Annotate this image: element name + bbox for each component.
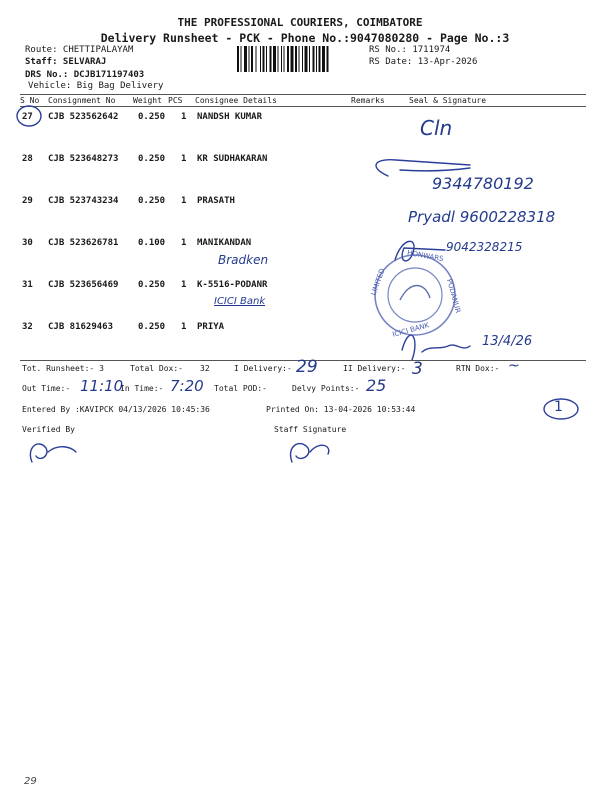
handwritten-sign: Pryadl 9600228318 — [408, 208, 556, 226]
vehicle: Vehicle: Big Bag Delivery — [28, 81, 164, 91]
row-consignee: NANDSH KUMAR — [197, 112, 263, 122]
row-pcs: 1 — [181, 112, 187, 122]
col-remarks: Remarks — [351, 96, 385, 105]
in-time-value: 7:20 — [170, 377, 204, 395]
row-weight: 0.100 — [138, 238, 166, 248]
route: Route: CHETTIPALAYAM — [25, 45, 134, 55]
page-corner-number: 29 — [24, 776, 37, 787]
row-consignment: CJB 523648273 — [48, 154, 119, 164]
drs-number: DRS No.: DCJB171197403 — [25, 70, 145, 80]
row-pcs: 1 — [181, 154, 187, 164]
i-delivery-value: 29 — [296, 357, 318, 377]
staff-signature-label: Staff Signature — [274, 425, 347, 434]
i-delivery-label: I Delivery:- — [234, 364, 292, 373]
company-name: THE PROFESSIONAL COURIERS, COIMBATORE — [177, 16, 423, 29]
row-consignment: CJB 523626781 — [48, 238, 119, 248]
handwritten-date: 13/4/26 — [482, 334, 533, 349]
delvy-points-value: 25 — [366, 376, 387, 395]
entered-by: Entered By :KAVIPCK 04/13/2026 10:45:36 — [22, 405, 210, 414]
total-dox-label: Total Dox:- — [130, 364, 183, 373]
col-seal: Seal & Signature — [409, 96, 487, 105]
col-weight: Weight — [133, 96, 162, 105]
out-time-value: 11:10 — [80, 377, 124, 395]
handwritten-note: ICICI Bank — [214, 296, 266, 307]
page-mark: 1 — [554, 399, 563, 415]
row-consignee: MANIKANDAN — [197, 238, 252, 248]
row-consignee: KR SUDHAKARAN — [197, 154, 268, 164]
row-consignee: K-5516-PODANR — [197, 280, 268, 290]
staff: Staff: SELVARAJ — [25, 57, 107, 67]
company-stamp — [375, 255, 455, 335]
row-pcs: 1 — [181, 238, 187, 248]
row-sno: 28 — [22, 154, 33, 164]
stamp-text-left: LIMITED — [369, 267, 387, 297]
out-time-label: Out Time:- — [22, 384, 71, 393]
row-pcs: 1 — [181, 280, 187, 290]
rs-date: RS Date: 13-Apr-2026 — [369, 57, 478, 67]
runsheet-title: Delivery Runsheet - PCK - Phone No.:9047080280 - Page No.:3 — [100, 31, 510, 45]
row-pcs: 1 — [181, 196, 187, 206]
stamp-text-bottom: ICICI BANK — [391, 321, 431, 339]
total-dox-value: 32 — [200, 364, 210, 373]
row-sno: 29 — [22, 196, 33, 206]
ii-delivery-label: II Delivery:- — [343, 364, 406, 373]
handwritten-note: Bradken — [218, 253, 269, 267]
row-weight: 0.250 — [138, 322, 166, 332]
col-consignee: Consignee Details — [195, 96, 277, 105]
total-pod-label: Total POD:- — [214, 384, 267, 393]
delvy-points-label: Delvy Points:- — [292, 384, 360, 393]
verified-by: Verified By — [22, 425, 75, 434]
stamp-text-right: PODANUR — [445, 278, 462, 314]
handwritten-phone: 9344780192 — [432, 174, 534, 193]
row-consignee: PRIYA — [197, 322, 225, 332]
row-consignment: CJB 81629463 — [48, 322, 114, 332]
row-sno: 32 — [22, 322, 33, 332]
tot-runsheet: Tot. Runsheet:- 3 — [22, 364, 104, 373]
verified-signature — [30, 444, 76, 462]
ii-delivery-value: 3 — [412, 359, 423, 379]
rtn-dox-value: ~ — [508, 358, 520, 374]
staff-signature-scribble — [291, 444, 329, 462]
row-sno: 30 — [22, 238, 33, 248]
row-consignment: CJB 523743234 — [48, 196, 119, 206]
in-time-label: In Time:- — [120, 384, 164, 393]
row-weight: 0.250 — [138, 112, 166, 122]
signature-scribble — [402, 335, 470, 360]
rs-number: RS No.: 1711974 — [369, 45, 451, 55]
circle-mark — [17, 106, 41, 126]
row-weight: 0.250 — [138, 154, 166, 164]
row-weight: 0.250 — [138, 196, 166, 206]
row-consignment: CJB 523656469 — [48, 280, 119, 290]
handwritten-phone: 9042328215 — [446, 240, 523, 254]
handwritten-sign: Cln — [420, 116, 453, 140]
rtn-dox-label: RTN Dox:- — [456, 364, 500, 373]
stamp-text-top: HONWARS — [406, 248, 445, 264]
row-sno: 31 — [22, 280, 33, 290]
row-pcs: 1 — [181, 322, 187, 332]
row-consignee: PRASATH — [197, 196, 235, 206]
printed-on: Printed On: 13-04-2026 10:53:44 — [266, 405, 416, 414]
col-pcs: PCS — [168, 96, 183, 105]
row-sno: 27 — [22, 112, 33, 122]
row-weight: 0.250 — [138, 280, 166, 290]
col-sno: S No — [20, 96, 40, 105]
col-consignment: Consignment No — [48, 96, 116, 105]
row-consignment: CJB 523562642 — [48, 112, 119, 122]
